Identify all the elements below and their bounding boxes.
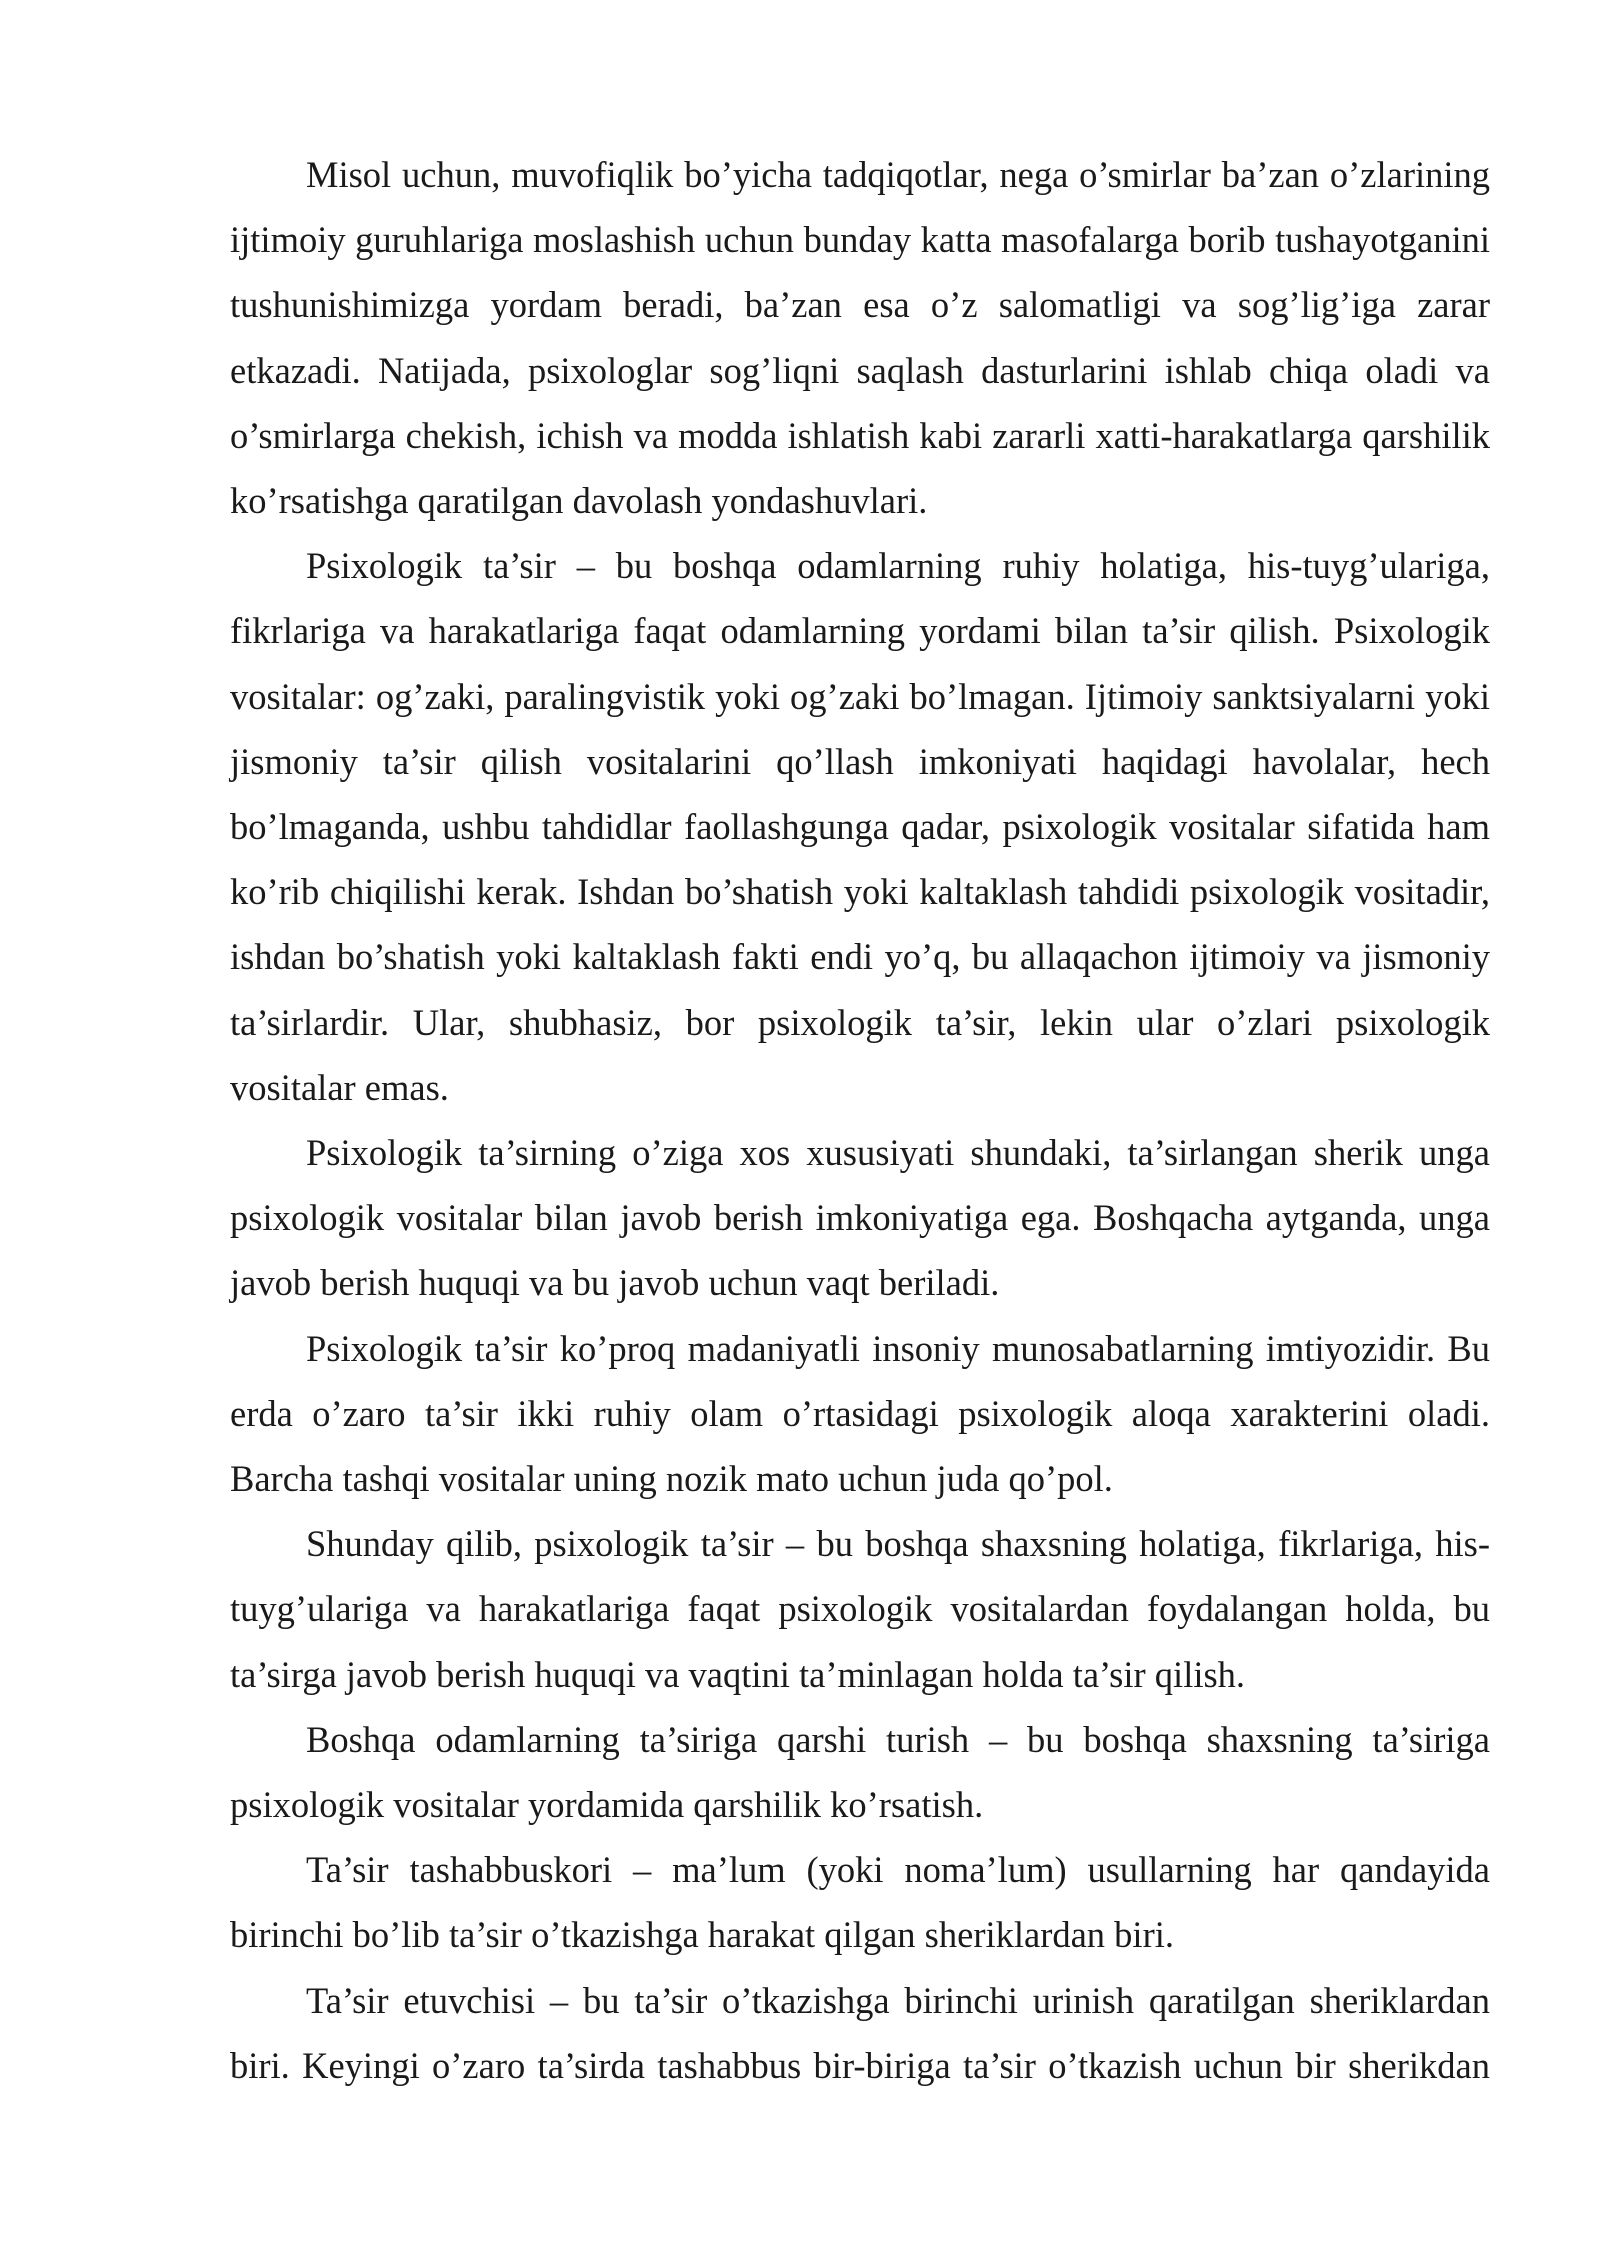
paragraph-3: Psixologik ta’sirning o’ziga xos xususiyati shundaki, ta’sirlangan sherik unga psixologik vositalar bilan javob berish imkoniyatiga ega. Boshqacha aytganda, unga javob berish huquqi va bu javob uchun vaqt beriladi.	[230, 1132, 1490, 1304]
paragraph-7: Ta’sir tashabbuskori – ma’lum (yoki noma’lum) usullarning har qandayida birinchi bo’lib ta’sir o’tkazishga harakat qilgan sheriklardan biri.	[230, 1849, 1490, 1956]
paragraph-8: Ta’sir etuvchisi – bu ta’sir o’tkazishga birinchi urinish qaratilgan sheriklardan biri. Keyingi o’zaro ta’sirda tashabbus bir-biriga ta’sir o’tkazish uchun bir sherikdan	[230, 1979, 1490, 2086]
paragraph-2: Psixologik ta’sir – bu boshqa odamlarning ruhiy holatiga, his-tuyg’ulariga, fikrlariga va harakatlariga faqat odamlarning yordami bilan ta’sir qilish. Psixologik vositalar: og’zaki, paralingvistik yoki og’zaki bo’lmagan. Ijtimoiy sanktsiyalarni yoki jismoniy ta’sir qilish vositalarini qo’llash imkoniyati haqidagi havolalar, hech bo’lmaganda, ushbu tahdidlar faollashgunga qadar, psixologik vositalar sifatida ham ko’rib chiqilishi kerak. Ishdan bo’shatish yoki kaltaklash tahdidi psixologik vositadir, ishdan bo’shatish yoki kaltaklash fakti endi yo’q, bu allaqachon ijtimoiy va jismoniy ta’sirlardir. Ular, shubhasiz, bor psixologik ta’sir, lekin ular o’zlari psixologik vositalar emas.	[230, 545, 1490, 1108]
paragraph-6: Boshqa odamlarning ta’siriga qarshi turish – bu boshqa shaxsning ta’siriga psixologik vositalar yordamida qarshilik ko’rsatish.	[230, 1718, 1490, 1826]
paragraph-5: Shunday qilib, psixologik ta’sir – bu boshqa shaxsning holatiga, fikrlariga, his-tuyg’ulariga va harakatlariga faqat psixologik vositalardan foydalangan holda, bu ta’sirga javob berish huquqi va vaqtini ta’minlagan holda ta’sir qilish.	[230, 1523, 1490, 1695]
paragraph-4: Psixologik ta’sir ko’proq madaniyatli insoniy munosabatlarning imtiyozidir. Bu erda o’zaro ta’sir ikki ruhiy olam o’rtasidagi psixologik aloqa xarakterini oladi. Barcha tashqi vositalar uning nozik mato uchun juda qo’pol.	[230, 1327, 1490, 1500]
paragraph-1: Misol uchun, muvofiqlik bo’yicha tadqiqotlar, nega o’smirlar ba’zan o’zlarining ijtimoiy guruhlariga moslashish uchun bunday katta masofalarga borib tushayotganini tushunishimizga yordam beradi, ba’zan esa o’z salomatligi va sog’lig’iga zarar etkazadi. Natijada, psixologlar sog’liqni saqlash dasturlarini ishlab chiqa oladi va o’smirlarga chekish, ichish va modda ishlatish kabi zararli xatti-harakatlarga qarshilik ko’rsatishga qaratilgan davolash yondashuvlari.	[230, 154, 1490, 522]
document-page	[230, 142, 1490, 2098]
